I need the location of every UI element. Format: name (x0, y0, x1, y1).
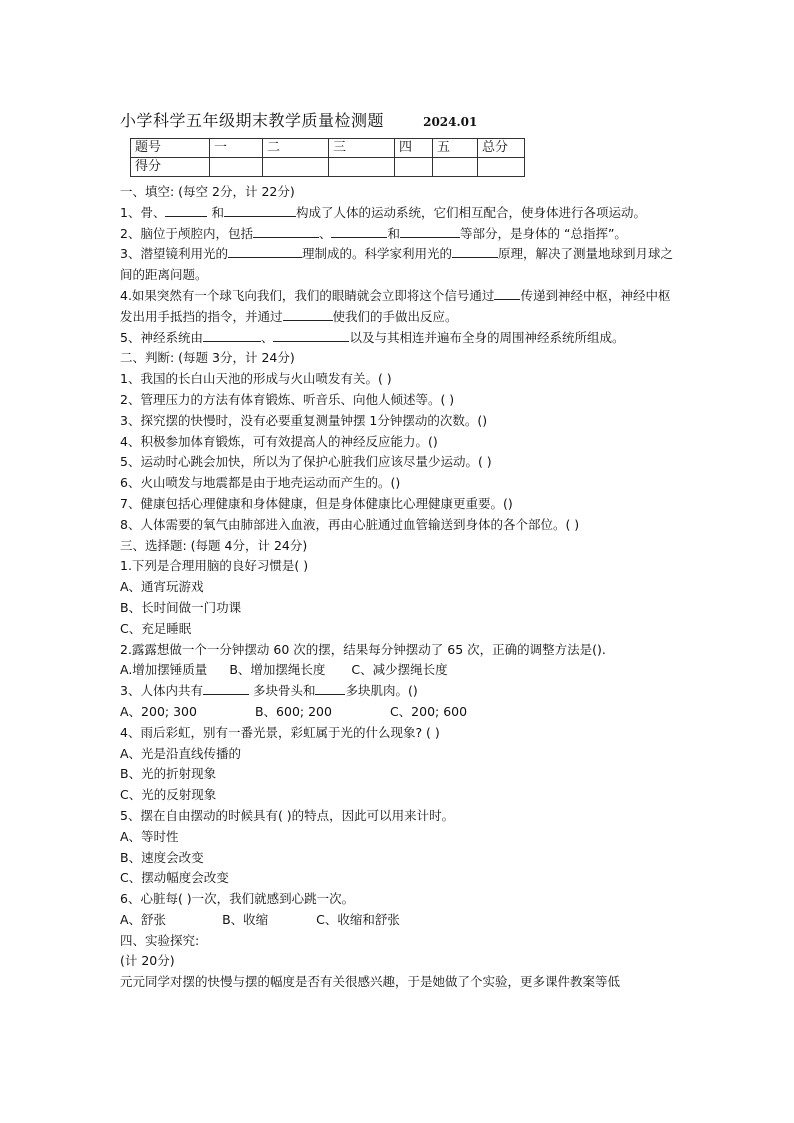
choice-option: A、通宵玩游戏 (120, 579, 204, 595)
fill-question-2: 2、脑位于颅腔内，包括 、 和 等部分，是身体的 “总指挥”。 (120, 225, 627, 241)
choice-option: C、减少摆绳长度 (351, 662, 448, 678)
choice-stem: 3、人体内共有 多块骨头和 多块肌肉。() (120, 683, 418, 699)
answer-blank[interactable] (331, 224, 387, 238)
judge-item: 6、火山喷发与地震都是由于地壳运动而产生的。() (120, 475, 401, 491)
score-cell: 四 (395, 139, 433, 158)
judge-item: 1、我国的长白山天池的形成与火山喷发有关。( ) (120, 371, 392, 387)
fill-question-4: 4.如果突然有一个球飞向我们，我们的眼睛就会立即将这个信号通过 传递到神经中枢，神经中枢发出用手抵挡的指令，并通过 使我们的手做出反应。 (120, 287, 671, 324)
answer-blank[interactable] (228, 244, 302, 258)
choice-option: B、增加摆绳长度 (229, 662, 326, 678)
choice-option: C、光的反射现象 (120, 787, 217, 803)
score-input-cell[interactable] (478, 158, 525, 177)
score-cell: 一 (210, 139, 263, 158)
choice-option: B、600; 200 (254, 703, 332, 719)
choice-option: C、收缩和舒张 (316, 911, 400, 927)
score-cell: 总分 (478, 139, 525, 158)
judge-item: 7、健康包括心理健康和身体健康，但是身体健康比心理健康更重要。() (120, 495, 513, 511)
answer-blank[interactable] (203, 681, 249, 695)
choice-option: C、摆动幅度会改变 (120, 870, 229, 886)
answer-blank[interactable] (253, 224, 319, 238)
score-cell: 题号 (131, 139, 210, 158)
answer-blank[interactable] (315, 681, 345, 695)
score-table-score-row (131, 158, 525, 177)
choice-stem: 2.露露想做一个一分钟摆动 60 次的摆，结果每分钟摆动了 65 次，正确的调整方法是(). (120, 641, 606, 657)
choice-options-row (120, 660, 680, 681)
score-input-cell[interactable] (395, 158, 433, 177)
answer-blank[interactable] (165, 203, 207, 217)
choice-stem: 5、摆在自由摆动的时候具有( )的特点，因此可以用来计时。 (120, 807, 455, 823)
fill-question-5: 5、神经系统由 、 以及与其相连并遍布全身的周围神经系统所组成。 (120, 329, 625, 345)
answer-blank[interactable] (400, 224, 460, 238)
title-row (120, 108, 477, 130)
judge-item: 8、人体需要的氧气由肺部进入血液，再由心脏通过血管输送到身体的各个部位。( ) (120, 516, 580, 532)
judge-item: 4、积极参加体育锻炼，可有效提高人的神经反应能力。() (120, 433, 438, 449)
score-cell: 二 (263, 139, 329, 158)
score-cell: 五 (433, 139, 478, 158)
fill-question-1: 1、骨、 和 构成了人体的运动系统，它们相互配合，使身体进行各项运动。 (120, 204, 646, 220)
answer-blank[interactable] (283, 307, 333, 321)
score-input-cell[interactable] (263, 158, 329, 177)
score-cell: 得分 (131, 158, 210, 177)
choice-option: C、充足睡眠 (120, 620, 192, 636)
choice-option: B、收缩 (222, 911, 269, 927)
score-input-cell[interactable] (210, 158, 263, 177)
choice-options-row (120, 910, 680, 931)
exam-content (120, 182, 680, 993)
choice-stem: 1.下列是合理用脑的良好习惯是( ) (120, 558, 309, 574)
score-cell: 三 (329, 139, 395, 158)
score-table (130, 138, 525, 177)
choice-option: A、200; 300 (120, 703, 197, 719)
score-table-header-row (131, 139, 525, 158)
section-score: (计 20分) (120, 953, 175, 969)
choice-option: A、等时性 (120, 828, 179, 844)
choice-stem: 4、雨后彩虹，别有一番光景，彩虹属于光的什么现象? ( ) (120, 724, 440, 740)
choice-option: B、长时间做一门功课 (120, 599, 242, 615)
judge-item: 2、管理压力的方法有体育锻炼、听音乐、向他人倾述等。( ) (120, 391, 455, 407)
answer-blank[interactable] (494, 286, 520, 300)
choice-option: A、光是沿直线传播的 (120, 745, 242, 761)
exam-title: 小学科学五年级期末教学质量检测题 (120, 111, 385, 130)
fill-question-3: 3、潜望镜利用光的 理制成的。科学家利用光的 原理，解决了测量地球到月球之间的距离问题。 (120, 246, 673, 283)
experiment-intro: 元元同学对摆的快慢与摆的幅度是否有关很感兴趣，于是她做了个实验，更多课件教案等低 (120, 974, 621, 990)
section-heading: 四、实验探究: (120, 932, 200, 948)
score-input-cell[interactable] (433, 158, 478, 177)
answer-blank[interactable] (273, 328, 349, 342)
section-heading: 一、填空: (每空 2分，计 22分) (120, 184, 295, 199)
score-input-cell[interactable] (329, 158, 395, 177)
judge-item: 3、探究摆的快慢时，没有必要重复测量钟摆 1分钟摆动的次数。() (120, 412, 488, 428)
exam-date: 2024.01 (423, 115, 478, 129)
choice-option: B、光的折射现象 (120, 766, 217, 782)
judge-item: 5、运动时心跳会加快，所以为了保护心脏我们应该尽量少运动。( ) (120, 454, 492, 470)
answer-blank[interactable] (452, 244, 498, 258)
choice-stem: 6、心脏每( )一次，我们就感到心跳一次。 (120, 891, 355, 907)
answer-blank[interactable] (224, 203, 296, 217)
choice-option: A、舒张 (120, 911, 167, 927)
choice-option: A.增加摆锤质量 (120, 662, 208, 678)
choice-option: C、200; 600 (389, 703, 468, 719)
section-heading: 三、选择题: (每题 4分，计 24分) (120, 537, 308, 553)
section-heading: 二、判断: (每题 3分，计 24分) (120, 350, 295, 366)
answer-blank[interactable] (203, 328, 261, 342)
choice-options-row (120, 702, 680, 723)
choice-option: B、速度会改变 (120, 849, 204, 865)
